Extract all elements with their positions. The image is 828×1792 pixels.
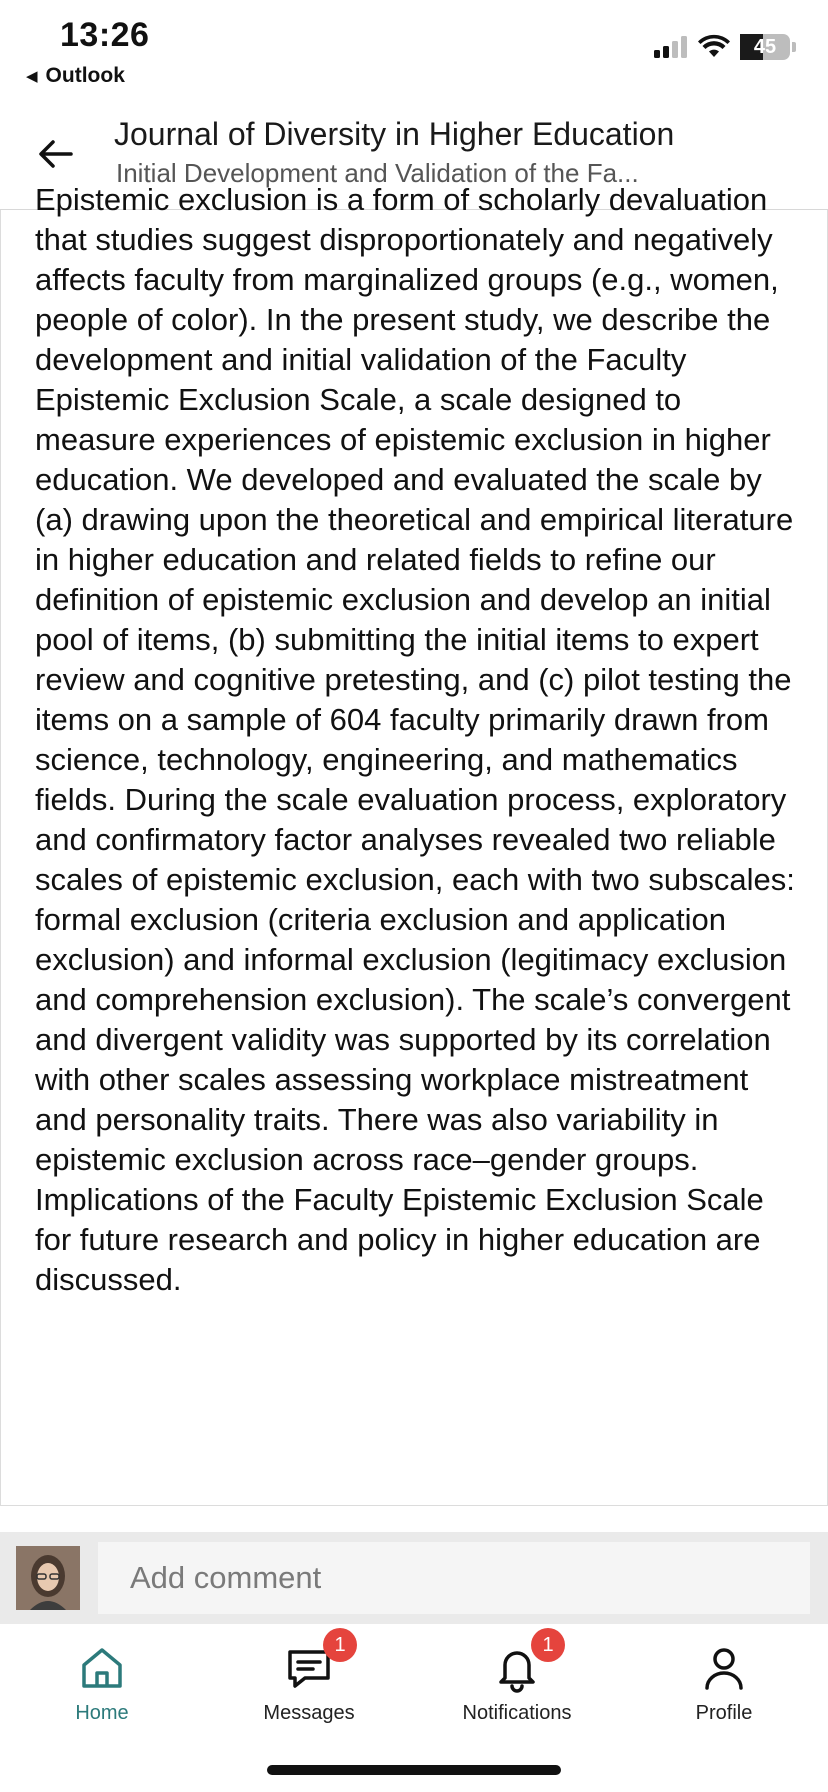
article-content[interactable] [0,182,828,1506]
wifi-icon [698,35,730,59]
tab-home[interactable] [12,1638,192,1738]
back-button[interactable] [34,132,78,176]
tab-home-label: Home [75,1702,129,1724]
back-to-app-link[interactable] [26,64,125,88]
messages-badge: 1 [323,1628,357,1662]
bell-icon [493,1633,554,1692]
message-icon [285,1633,346,1692]
tab-profile[interactable] [634,1638,814,1738]
home-indicator[interactable] [267,1765,561,1775]
signal-icon [654,36,688,58]
tab-notifications[interactable] [427,1633,607,1738]
status-time: 13:26 [60,16,150,54]
battery-icon [740,34,790,60]
back-app-label: Outlook [45,64,125,87]
status-bar [0,0,828,96]
battery-level: 45 [753,35,777,58]
tab-messages[interactable] [219,1633,399,1738]
notifications-badge: 1 [531,1628,565,1662]
profile-icon [700,1644,748,1692]
journal-title: Journal of Diversity in Higher Education [114,116,675,152]
comment-input[interactable] [98,1542,810,1614]
arrow-left-icon [39,140,73,168]
user-photo-icon [16,1546,80,1610]
back-triangle-icon: ◀ [26,68,38,85]
tab-notifications-label: Notifications [462,1702,572,1724]
abstract-text: Epistemic exclusion is a form of scholarly devaluation that studies suggest disproportionately and negatively affects faculty from marginalized groups (e.g., women, people of color). In the present study, we describe the development and initial validation of the Faculty Epistemic Exclusion Scale, a scale designed to measure experiences of epistemic exclusion in higher education. We developed and evaluated the scale by (a) drawing upon the theoretical and empirical literature in higher education and related fields to refine our definition of epistemic exclusion and develop an initial pool of items, (b) submitting the initial items to expert review and cognitive pretesting, and (c) pilot testing the items on a sample of 604 faculty primarily drawn from science, technology, engineering, and mathematics fields. During the scale evaluation process, exploratory and confirmatory factor analyses revealed two reliable scales of epistemic exclusion, each with two subscales: formal exclusion (criteria exclusion and application exclusion) and informal exclusion (legitimacy exclusion and comprehension exclusion). The scale’s convergent and divergent validity was supported by its correlation with other scales assessing workplace mistreatment and personality traits. There was also variability in epistemic exclusion across race–gender groups. Implications of the Faculty Epistemic Exclusion Scale for future research and policy in higher education are discussed. [35,182,795,1297]
tab-profile-label: Profile [695,1702,753,1724]
battery-cap [792,42,796,52]
article-title: Initial Development and Validation of the Fa... [116,158,639,188]
tab-messages-label: Messages [263,1702,355,1724]
status-indicators [654,34,796,60]
avatar[interactable] [16,1546,80,1610]
comment-bar [0,1532,828,1624]
home-icon [78,1644,126,1692]
